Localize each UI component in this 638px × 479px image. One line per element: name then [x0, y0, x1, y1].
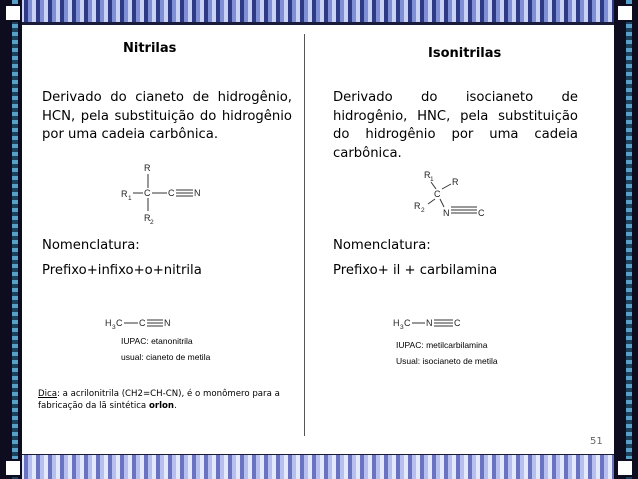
r2-label: R [144, 213, 151, 223]
bottom-border [0, 455, 638, 479]
r1-label: R [424, 170, 431, 180]
nitrogen: N [194, 188, 201, 198]
corner-top-right [616, 4, 634, 22]
isonitrile-nitrogen: N [443, 208, 450, 218]
left-nomenclature-rule: Prefixo+infixo+o+nitrila [42, 263, 202, 278]
h-label: H [105, 318, 112, 328]
corner-bottom-right [616, 459, 634, 477]
left-border [0, 0, 22, 479]
r2-label: R [414, 201, 421, 211]
left-usual-name: usual: cianeto de metila [121, 352, 211, 362]
right-iupac-name: IUPAC: metilcarbilamina [396, 340, 488, 350]
right-nomenclature-label: Nomenclatura: [333, 238, 431, 253]
tip-highlight: orlon [148, 401, 175, 411]
top-border-line [0, 22, 638, 25]
r-top-label: R [144, 163, 151, 173]
nitrile-carbon: C [139, 318, 146, 328]
r1-subscript: 1 [430, 176, 434, 183]
r1-label: R [121, 189, 128, 199]
methyl-carbon: C [116, 318, 123, 328]
r1-subscript: 1 [128, 195, 132, 202]
h-subscript: 3 [400, 324, 404, 331]
r2-subscript: 2 [150, 219, 154, 226]
isonitrile-structure [410, 166, 500, 222]
r-label: R [452, 177, 459, 187]
top-border [0, 0, 638, 24]
tip-label: Dica [38, 389, 57, 399]
right-usual-name: Usual: isocianeto de metila [396, 356, 498, 366]
tip-text [38, 388, 300, 412]
methyl-isocyanide-structure [388, 314, 478, 332]
carbon-2: C [168, 188, 175, 198]
r2-subscript: 2 [421, 207, 425, 214]
isonitrile-carbon: C [454, 318, 461, 328]
isonitrile-carbon: C [434, 189, 441, 199]
left-iupac-name: IUPAC: etanonitrila [121, 336, 193, 346]
acetonitrile-structure [100, 314, 190, 332]
left-border-pattern [12, 0, 18, 479]
corner-top-left [4, 4, 22, 22]
page-number: 51 [590, 436, 603, 447]
corner-bottom-left [4, 459, 22, 477]
left-nomenclature-label: Nomenclatura: [42, 238, 140, 253]
nitrile-nitrogen: N [164, 318, 171, 328]
isonitrile-terminal-carbon: C [478, 208, 485, 218]
right-title: Isonitrilas [428, 46, 502, 61]
tip-end: . [174, 401, 177, 411]
left-title: Nitrilas [123, 41, 177, 56]
h-subscript: 3 [112, 324, 116, 331]
methyl-carbon: C [404, 318, 411, 328]
right-nomenclature-rule: Prefixo+ il + carbilamina [333, 263, 498, 278]
nitrile-structure [110, 158, 210, 226]
left-description: Derivado do cianeto de hidrogênio, HCN, pela substituição do hidrogênio por uma cadeia carbônica. [42, 90, 292, 142]
right-border-pattern [626, 0, 632, 479]
carbon-1: C [144, 188, 151, 198]
h-label: H [393, 318, 400, 328]
column-divider [304, 34, 305, 436]
right-description: Derivado do isocianeto de hidrogênio, HNC, pela substituição do hidrogênio por uma cadeia carbônica. [333, 90, 578, 161]
isonitrile-nitrogen: N [426, 318, 433, 328]
tip-body: : a acrilonitrila (CH2=CH-CN), é o monômero para a fabricação da lã sintética [38, 389, 280, 411]
